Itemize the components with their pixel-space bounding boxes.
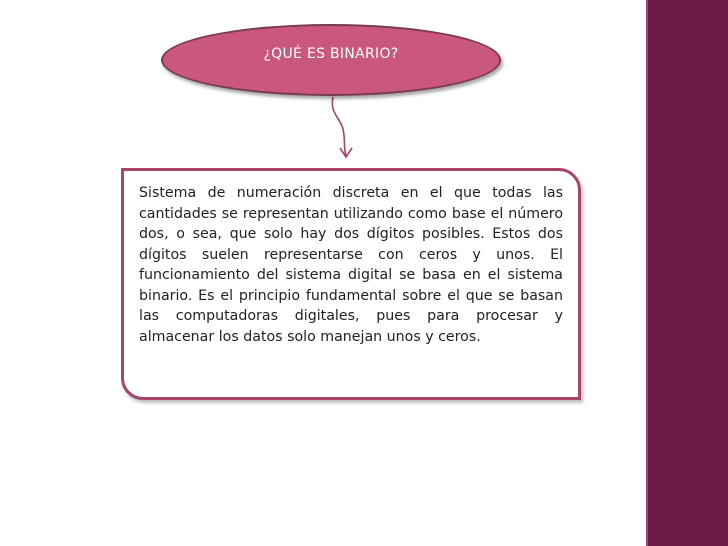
- definition-text: Sistema de numeración discreta en el que todas las cantidades se representan utilizando como base el número dos, o sea, que solo hay dos dígitos posibles. Estos dos dígitos suelen representarse con ceros y unos. El funcionamiento del sistema digital se basa en el sistema binario. Es el principio fundamental sobre el que se basan las computadoras digitales, pues para procesar y almacenar los datos solo manejan unos y ceros.: [139, 185, 563, 345]
- slide-title: ¿QUÉ ES BINARIO?: [263, 46, 399, 62]
- connector-curve: [332, 97, 346, 156]
